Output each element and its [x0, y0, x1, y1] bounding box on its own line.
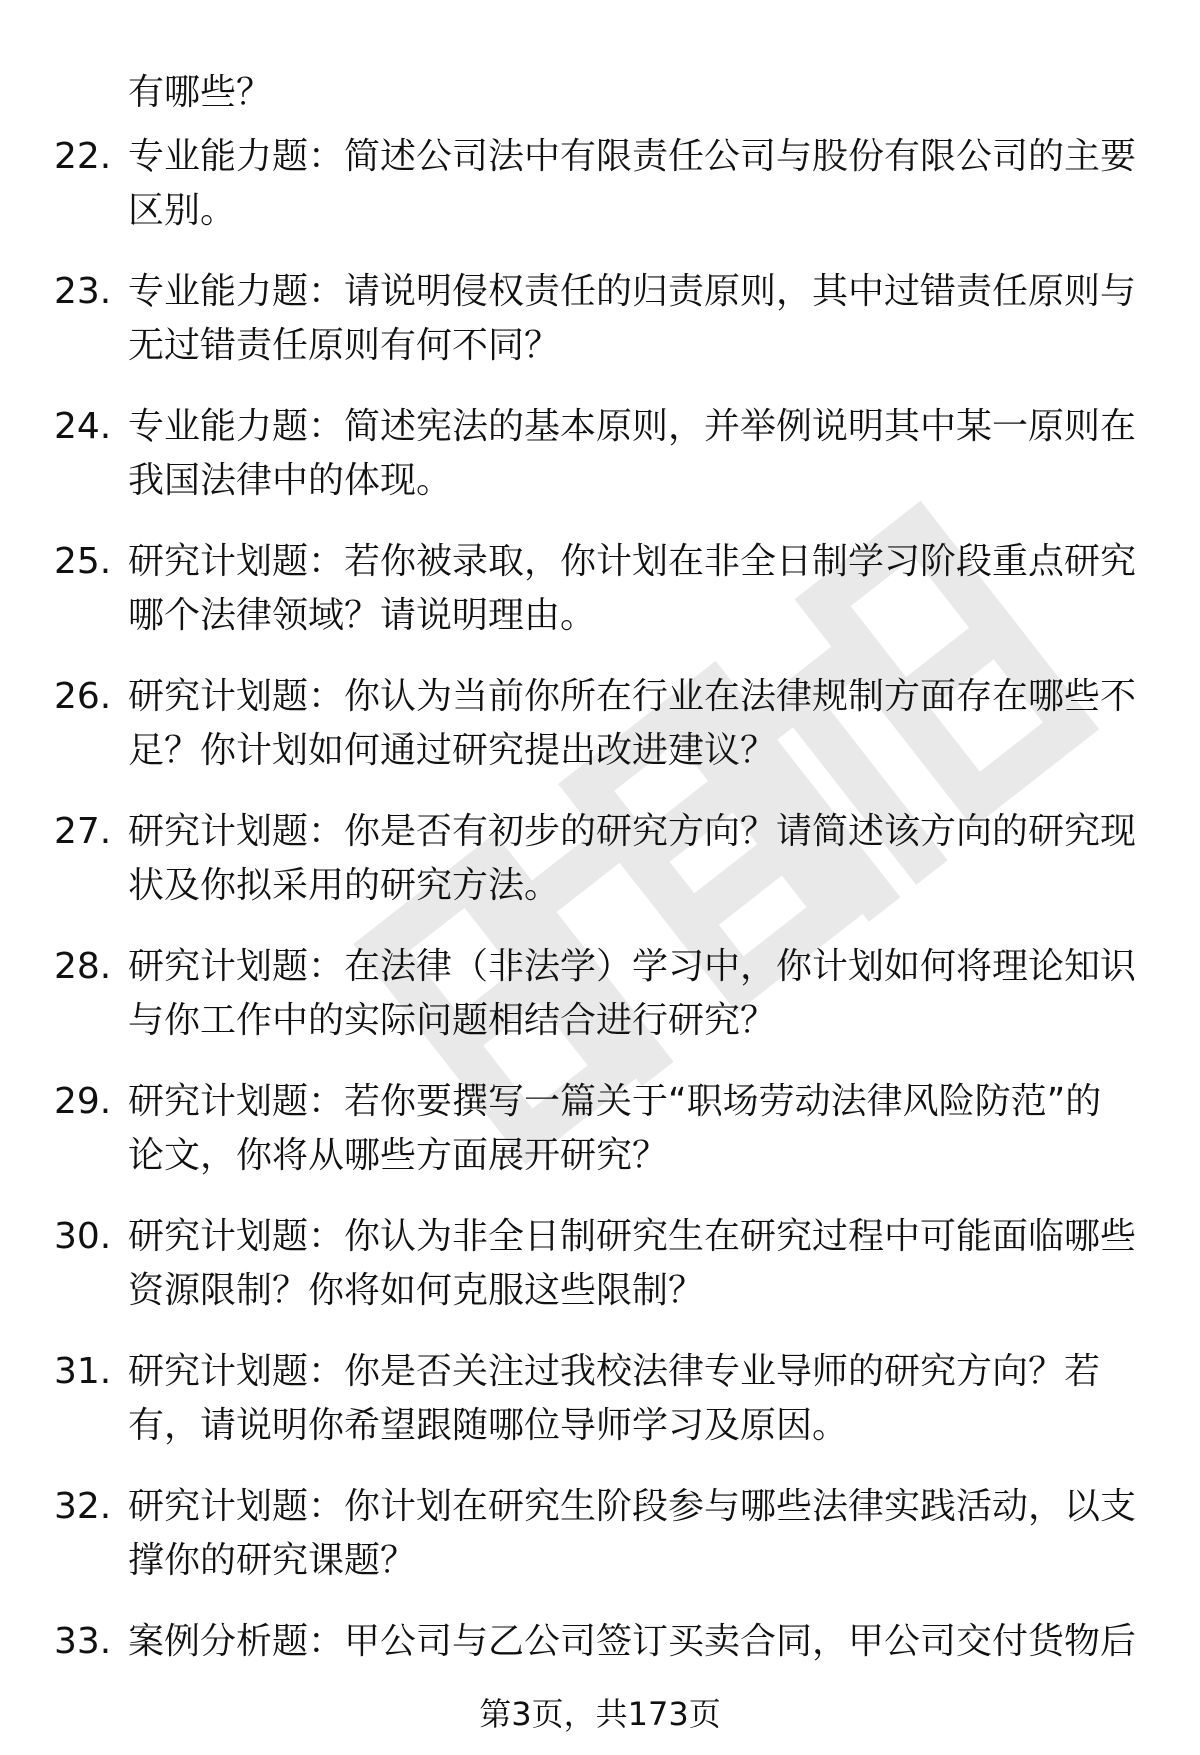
question-item	[0, 400, 1200, 535]
question-list	[0, 130, 1200, 1750]
question-number: 25.	[54, 541, 112, 582]
question-number: 24.	[54, 406, 112, 447]
question-number: 22.	[54, 136, 112, 177]
question-number: 30.	[54, 1216, 112, 1257]
question-item	[0, 1210, 1200, 1345]
question-line: 研究计划题：你计划在研究生阶段参与哪些法律实践活动，以支	[128, 1486, 1137, 1527]
question-text	[128, 535, 1138, 643]
question-item	[0, 130, 1200, 265]
question-line: 专业能力题：简述公司法中有限责任公司与股份有限公司的主要	[128, 136, 1137, 177]
question-text	[128, 1210, 1138, 1318]
question-number: 32.	[54, 1486, 112, 1527]
question-line: 区别。	[128, 190, 237, 231]
question-number: 31.	[54, 1351, 112, 1392]
question-line: 与你工作中的实际问题相结合进行研究？	[128, 1000, 777, 1041]
page-number-footer: 第3页，共173页	[479, 1695, 721, 1733]
question-number: 26.	[54, 676, 112, 717]
question-item	[0, 805, 1200, 940]
question-item	[0, 535, 1200, 670]
question-line: 撑你的研究课题？	[128, 1540, 417, 1581]
question-item	[0, 1075, 1200, 1210]
question-line: 论文，你将从哪些方面展开研究？	[128, 1135, 669, 1176]
question-line: 研究计划题：若你被录取，你计划在非全日制学习阶段重点研究	[128, 541, 1137, 582]
question-text	[128, 1075, 1138, 1183]
question-text	[128, 130, 1138, 238]
question-text	[128, 805, 1138, 913]
question-line: 研究计划题：你是否关注过我校法律专业导师的研究方向？若	[128, 1351, 1101, 1392]
question-line: 研究计划题：若你要撰写一篇关于“职场劳动法律风险防范”的	[128, 1081, 1102, 1122]
question-text	[128, 1615, 1138, 1669]
question-text	[128, 1345, 1138, 1453]
question-number: 28.	[54, 946, 112, 987]
question-line: 状及你拟采用的研究方法。	[128, 865, 561, 906]
question-line: 专业能力题：请说明侵权责任的归责原则，其中过错责任原则与	[128, 271, 1137, 312]
question-line: 研究计划题：在法律（非法学）学习中，你计划如何将理论知识	[128, 946, 1137, 987]
question-line: 我国法律中的体现。	[128, 460, 453, 501]
question-text	[128, 1480, 1138, 1588]
question-line: 资源限制？你将如何克服这些限制？	[128, 1270, 705, 1311]
question-line: 研究计划题：你认为当前你所在行业在法律规制方面存在哪些不	[128, 676, 1137, 717]
question-text	[128, 265, 1138, 373]
question-line: 研究计划题：你认为非全日制研究生在研究过程中可能面临哪些	[128, 1216, 1137, 1257]
question-item	[0, 670, 1200, 805]
question-number: 29.	[54, 1081, 112, 1122]
question-line: 哪个法律领域？请说明理由。	[128, 595, 597, 636]
question-text	[128, 940, 1138, 1048]
question-line: 有，请说明你希望跟随哪位导师学习及原因。	[128, 1405, 849, 1446]
question-item	[0, 1345, 1200, 1480]
question-line: 专业能力题：简述宪法的基本原则，并举例说明其中某一原则在	[128, 406, 1137, 447]
question-number: 33.	[54, 1621, 112, 1662]
question-line: 无过错责任原则有何不同？	[128, 325, 561, 366]
question-text	[128, 670, 1138, 778]
question-item	[0, 265, 1200, 400]
continued-question-text: 有哪些？	[128, 72, 273, 113]
question-line: 研究计划题：你是否有初步的研究方向？请简述该方向的研究现	[128, 811, 1137, 852]
question-number: 27.	[54, 811, 112, 852]
question-item	[0, 1480, 1200, 1615]
question-text	[128, 400, 1138, 508]
question-item	[0, 940, 1200, 1075]
question-number: 23.	[54, 271, 112, 312]
question-line: 案例分析题：甲公司与乙公司签订买卖合同，甲公司交付货物后	[128, 1621, 1137, 1662]
question-line: 足？你计划如何通过研究提出改进建议？	[128, 730, 777, 771]
